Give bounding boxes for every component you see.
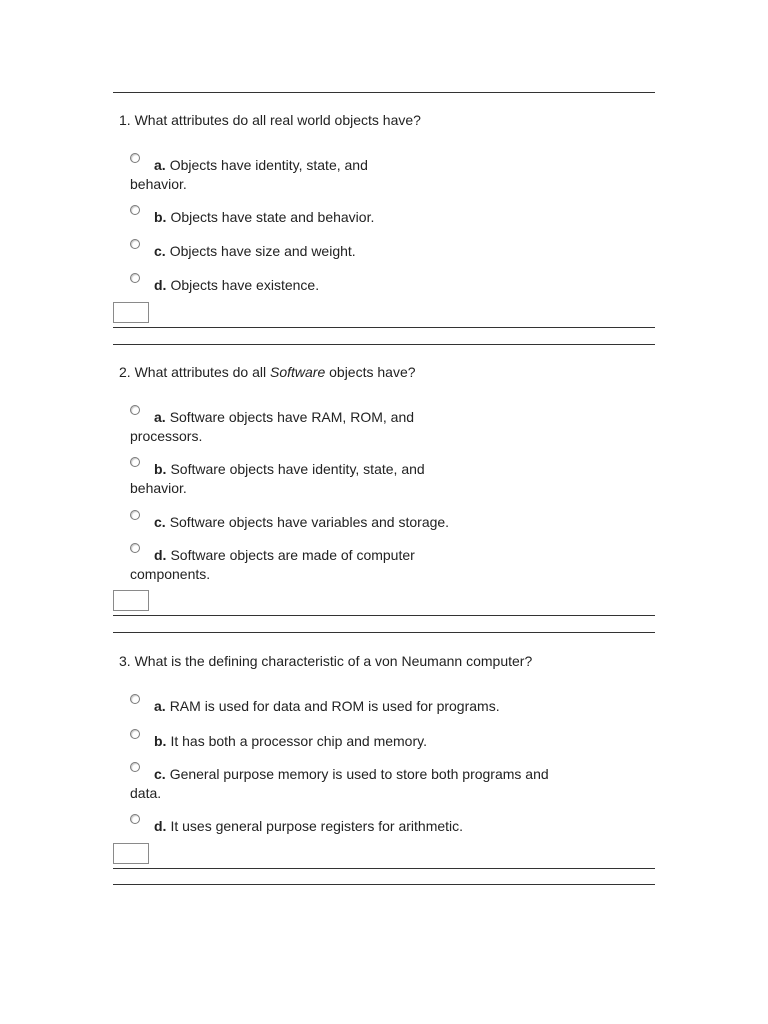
question-2-option-d[interactable] [130,546,440,584]
divider [113,868,655,869]
question-3-option-a[interactable] [130,697,570,716]
radio-button[interactable] [130,694,140,704]
option-letter: b. [154,733,167,749]
answer-box[interactable] [113,302,149,323]
radio-button[interactable] [130,729,140,739]
option-text: Software objects are made of computer components. [130,547,415,582]
option-text: It uses general purpose registers for arithmetic. [170,818,464,834]
question-1-option-c[interactable] [130,242,570,261]
question-number: 1. [119,112,131,128]
question-3-option-b[interactable] [130,732,570,751]
option-letter: b. [154,461,167,477]
option-text: Objects have existence. [170,277,320,293]
question-2-option-a[interactable] [130,408,440,446]
question-text: What is the defining characteristic of a von Neumann computer? [134,653,533,669]
option-letter: d. [154,818,167,834]
question-number: 3. [119,653,131,669]
divider [113,327,655,328]
question-text: What attributes do all real world objects have? [134,112,421,128]
question-3-text [119,653,532,669]
option-text: Software objects have RAM, ROM, and processors. [130,409,415,444]
radio-button[interactable] [130,543,140,553]
option-text: It has both a processor chip and memory. [170,733,427,749]
question-3-option-c[interactable] [130,765,560,803]
radio-button[interactable] [130,510,140,520]
question-2-option-c[interactable] [130,513,570,532]
radio-button[interactable] [130,762,140,772]
divider [113,884,655,885]
option-text: RAM is used for data and ROM is used for programs. [169,698,500,714]
option-letter: b. [154,209,167,225]
option-text: Software objects have variables and storage. [169,514,450,530]
radio-button[interactable] [130,273,140,283]
question-2-text [119,364,416,380]
question-number: 2. [119,364,131,380]
question-3-option-d[interactable] [130,817,570,836]
option-text: General purpose memory is used to store both programs and data. [130,766,549,801]
option-text: Software objects have identity, state, and behavior. [130,461,425,496]
option-text: Objects have state and behavior. [170,209,375,225]
radio-button[interactable] [130,814,140,824]
option-letter: c. [154,243,166,259]
divider [113,92,655,93]
question-text: What attributes do all [134,364,267,380]
option-text: Objects have identity, state, and behavior. [130,157,368,192]
question-2-option-b[interactable] [130,460,450,498]
option-letter: d. [154,547,167,563]
option-letter: d. [154,277,167,293]
option-letter: c. [154,766,166,782]
radio-button[interactable] [130,153,140,163]
option-letter: a. [154,698,166,714]
radio-button[interactable] [130,205,140,215]
question-1-option-d[interactable] [130,276,570,295]
answer-box[interactable] [113,590,149,611]
answer-box[interactable] [113,843,149,864]
question-1-text [119,112,421,128]
radio-button[interactable] [130,457,140,467]
radio-button[interactable] [130,405,140,415]
question-1-option-b[interactable] [130,208,570,227]
option-letter: c. [154,514,166,530]
question-text-end: objects have? [329,364,416,380]
divider [113,632,655,633]
divider [113,615,655,616]
option-text: Objects have size and weight. [169,243,356,259]
option-letter: a. [154,157,166,173]
divider [113,344,655,345]
option-letter: a. [154,409,166,425]
question-emphasis: Software [269,364,326,380]
question-1-option-a[interactable] [130,156,400,194]
radio-button[interactable] [130,239,140,249]
